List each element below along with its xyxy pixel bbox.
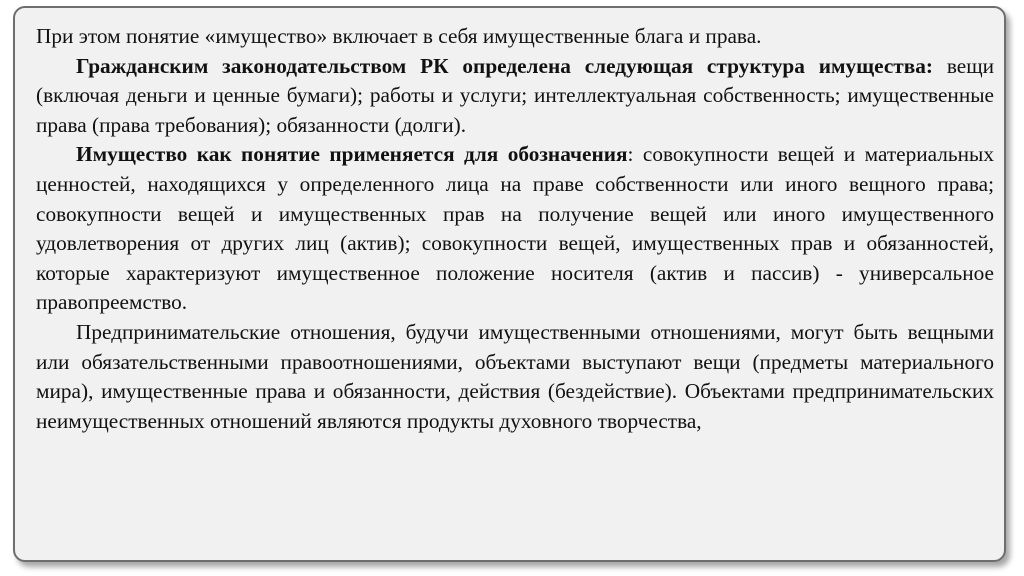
paragraph-4-text: Предпринимательские отношения, будучи имущественными отношениями, могут быть вещными или обязательственными правоотношениями, объектами выступают вещи (предметы материального мира), имущественные права и обязанности, действия (бездействие). Объектами предпринимательских неимущественных отношений являются продукты духовного творчества, — [36, 319, 994, 433]
paragraph-3 — [36, 140, 994, 318]
paragraph-1-text: При этом понятие «имущество» включает в себя имущественные блага и права. — [36, 24, 762, 48]
paragraph-4 — [36, 318, 994, 436]
paragraph-1 — [36, 22, 994, 52]
slide-text-body — [36, 22, 994, 436]
paragraph-3-text: : совокупности вещей и материальных ценностей, находящихся у определенного лица на праве собственности или иного вещного права; совокупности вещей и имущественных прав на получение вещей или иного имущественного удовлетворения от других лиц (актив); совокупности вещей, имущественных прав и обязанностей, которые характеризуют имущественное положение носителя (актив и пассив) - универсальное правопреемство. — [36, 142, 994, 315]
paragraph-2-bold: Гражданским законодательством РК определена следующая структура имущества: — [76, 53, 933, 78]
paragraph-2-text: вещи (включая деньги и ценные бумаги); работы и услуги; интеллектуальная собственность; имущественные права (права требования); обязанности (долги). — [36, 53, 994, 137]
paragraph-2 — [36, 52, 994, 141]
paragraph-3-bold: Имущество как понятие применяется для обозначения — [76, 142, 628, 167]
